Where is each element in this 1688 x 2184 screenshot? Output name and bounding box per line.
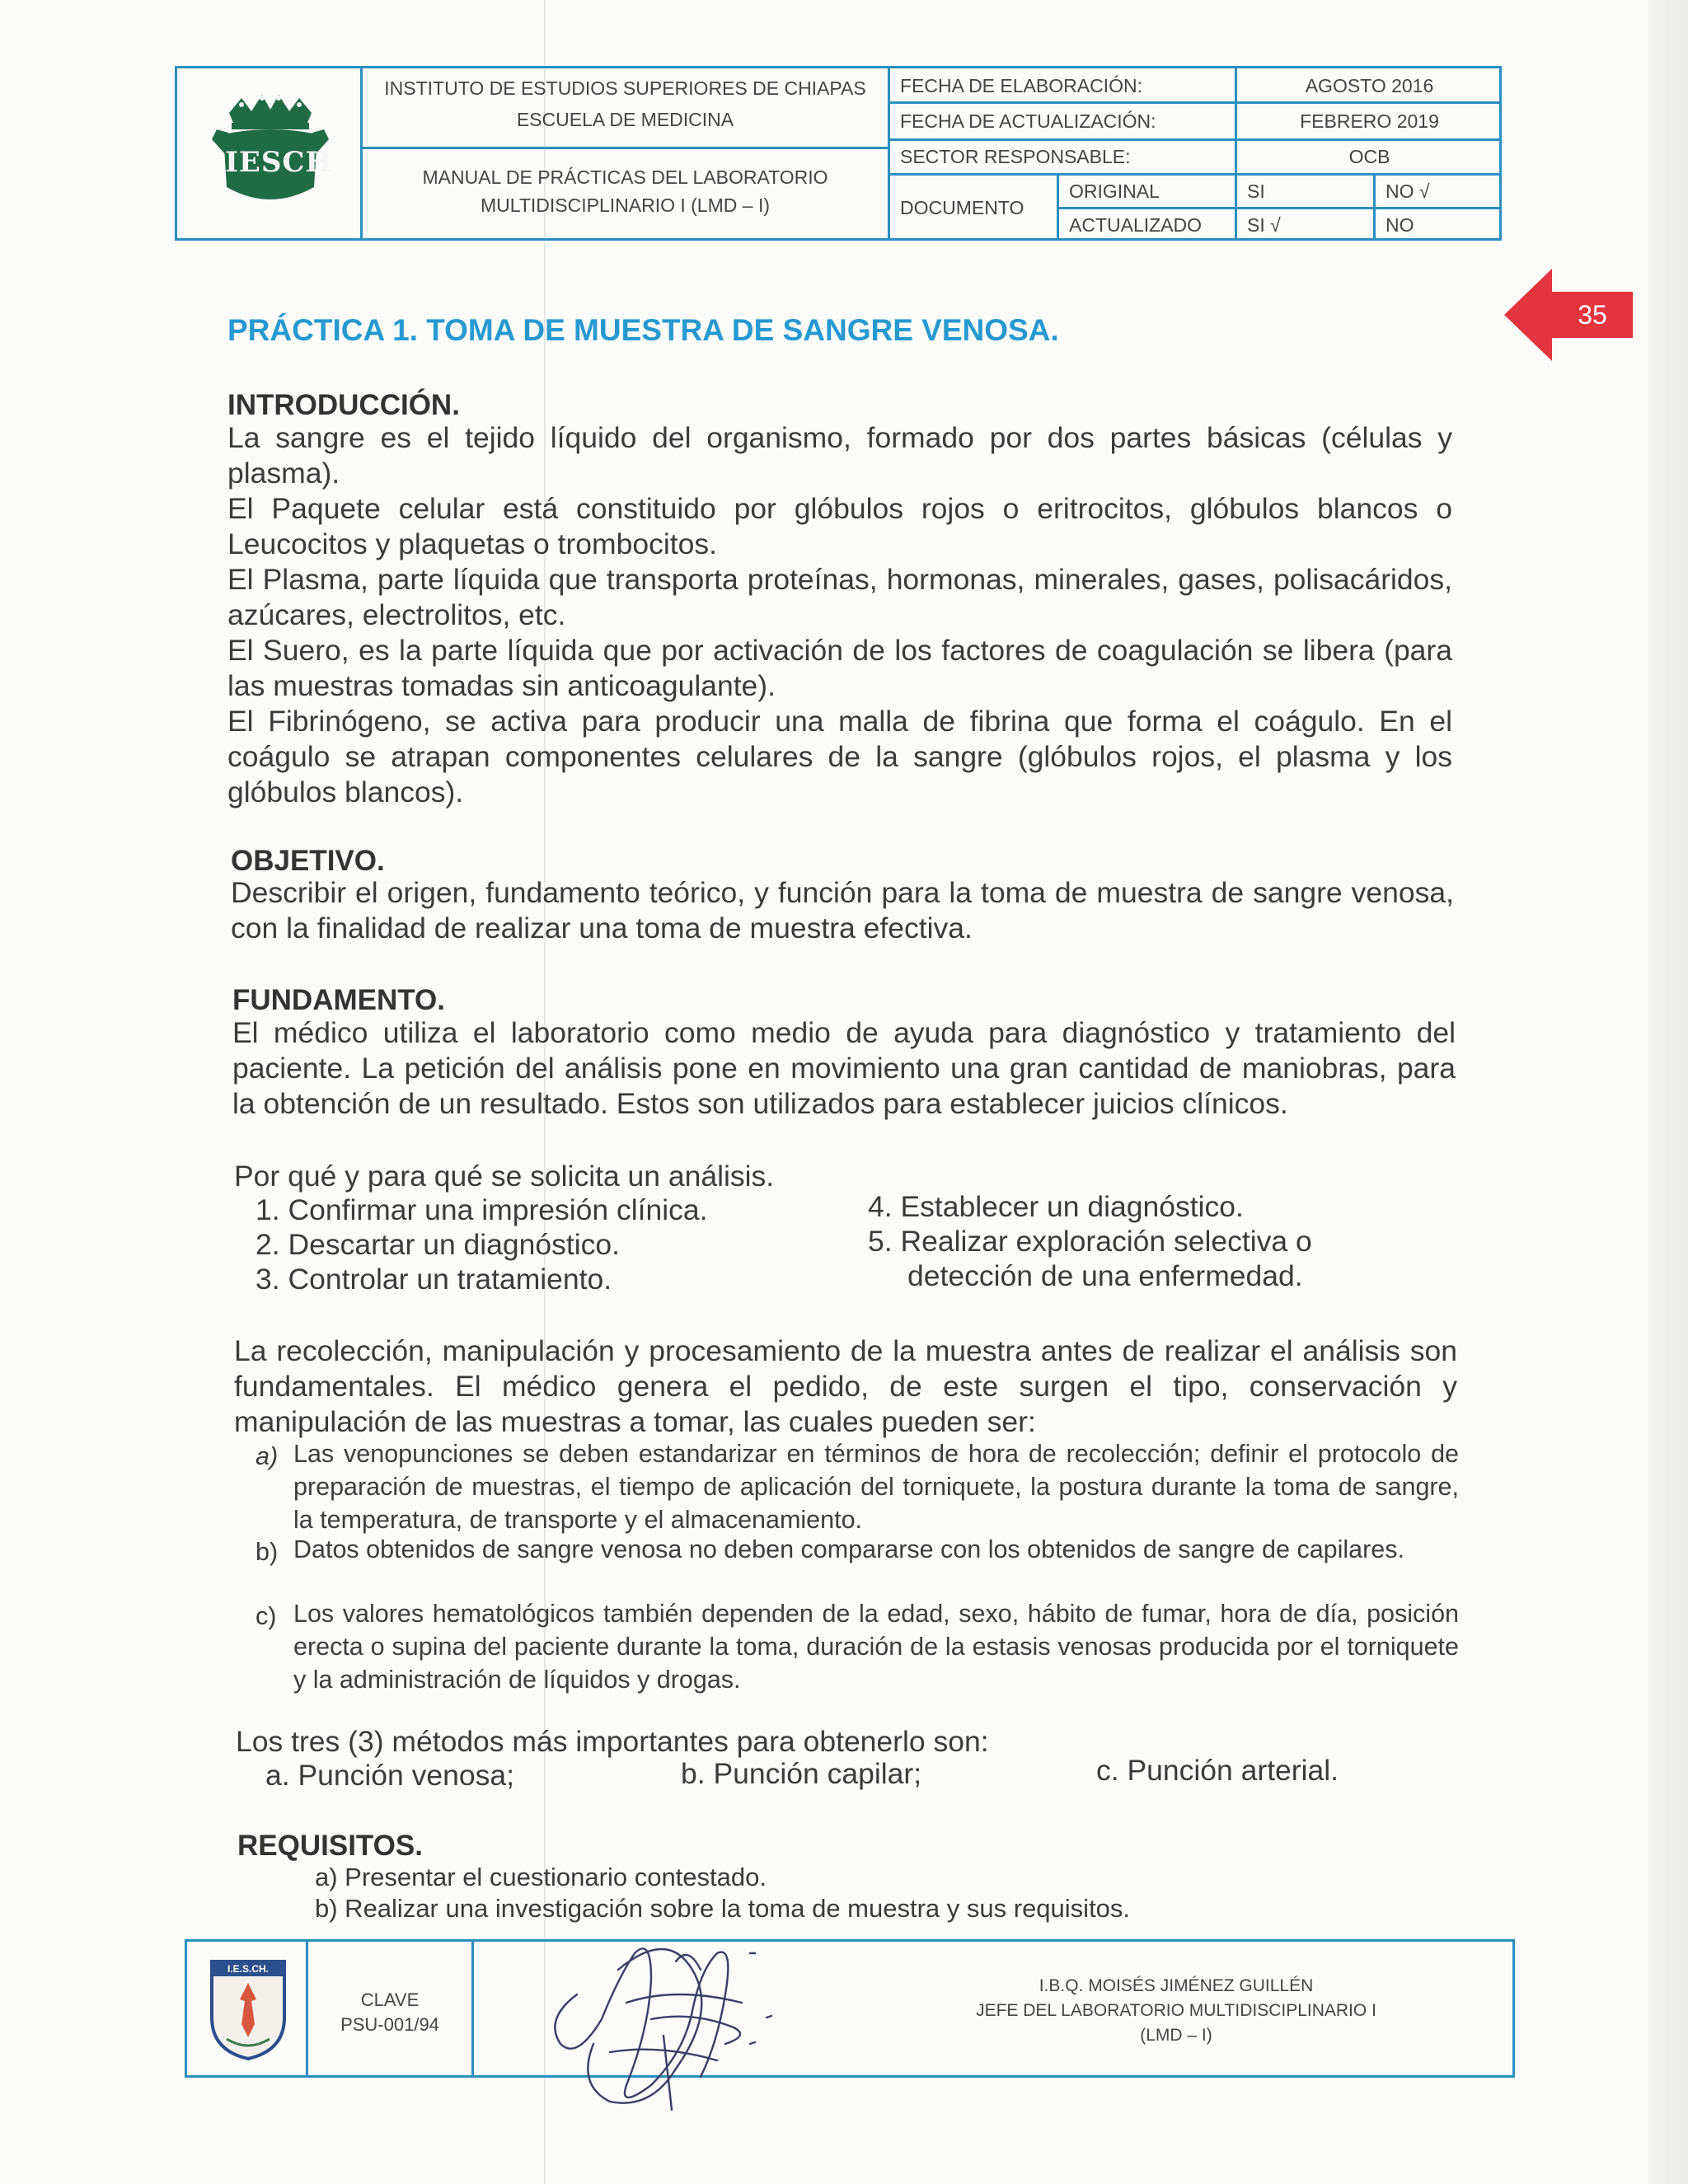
page-number-arrow: [1504, 269, 1633, 361]
fecha-actualizacion-value: FEBRERO 2019: [1300, 110, 1439, 132]
list-item: Datos obtenidos de sangre venosa no deben compararse con los obtenidos de sangre de capilares.: [293, 1535, 1404, 1563]
reason-item: 3. Controlar un tratamiento.: [256, 1263, 612, 1296]
scan-right-edge: [1648, 0, 1688, 2184]
reason-item-continuation: detección de una enfermedad.: [907, 1259, 1303, 1292]
intro-heading: INTRODUCCIÓN.: [227, 389, 460, 421]
method-item: a. Punción venosa;: [265, 1759, 514, 1792]
item-mark: a): [256, 1442, 279, 1470]
handwritten-signature: [528, 1920, 791, 2118]
actualizado-no: NO: [1386, 213, 1414, 236]
document-header-table: [175, 66, 1502, 241]
fecha-actualizacion-label: FECHA DE ACTUALIZACIÓN:: [900, 110, 1156, 132]
school-name: ESCUELA DE MEDICINA: [516, 108, 734, 130]
manual-title-line2: MULTIDISCIPLINARIO I (LMD – I): [480, 194, 770, 216]
signer-name: I.B.Q. MOISÉS JIMÉNEZ GUILLÉN: [1039, 1976, 1314, 1995]
document-footer-table: [185, 1939, 1515, 2078]
reason-item: 5. Realizar exploración selectiva o: [868, 1225, 1312, 1258]
item-mark: c): [256, 1602, 277, 1630]
method-item: c. Punción arterial.: [1096, 1754, 1339, 1787]
original-no: NO √: [1386, 180, 1430, 202]
manual-title-line1: MANUAL DE PRÁCTICAS DEL LABORATORIO: [422, 166, 828, 188]
practice-title: PRÁCTICA 1. TOMA DE MUESTRA DE SANGRE VENOSA.: [227, 313, 1059, 347]
fundamento-heading: FUNDAMENTO.: [232, 984, 445, 1016]
sector-label: SECTOR RESPONSABLE:: [900, 146, 1131, 167]
fundamento-text: El médico utiliza el laboratorio como medio de ayuda para diagnóstico y tratamiento del paciente. La petición del análisis pone en movimiento una gran cantidad de maniobras, para la obtención de un resultado. Estos son utilizados para establecer juicios clínicos.: [232, 1016, 1456, 1120]
page-number: 35: [1578, 299, 1607, 330]
why-analysis: Por qué y para qué se solicita un análisis.: [234, 1160, 775, 1193]
item-mark: b): [256, 1538, 279, 1566]
intro-paragraph: El Paquete celular está constituido por glóbulos rojos o eritrocitos, glóbulos blancos o Leucocitos y plaquetas o trombocitos.: [227, 492, 1452, 560]
intro-paragraph: El Suero, es la parte líquida que por activación de los factores de coagulación se libera (para las muestras tomadas sin anticoagulante).: [227, 634, 1452, 702]
requirement-item: a) Presentar el cuestionario contestado.: [315, 1863, 767, 1891]
requisitos-heading: REQUISITOS.: [237, 1830, 423, 1862]
clave-value: PSU-001/94: [340, 2014, 439, 2035]
list-item: Los valores hematológicos también dependen de la edad, sexo, hábito de fumar, hora de día, posición erecta o supina del paciente durante la toma, duración de la estasis venosas producida por el torniquete y la administración de líquidos y drogas.: [293, 1600, 1459, 1694]
list-item: Las venopunciones se deben estandarizar en términos de hora de recolección; definir el protocolo de preparación de muestras, el tiempo de aplicación del torniquete, la postura durante la toma de sangre, la temperatura, de transporte y el almacenamiento.: [293, 1440, 1459, 1534]
fecha-elaboracion-value: AGOSTO 2016: [1305, 74, 1434, 96]
actualizado-si: SI √: [1247, 213, 1281, 236]
objetivo-heading: OBJETIVO.: [231, 845, 385, 877]
signer-role: JEFE DEL LABORATORIO MULTIDISCIPLINARIO I: [976, 2001, 1376, 2020]
intro-paragraph: El Fibrinógeno, se activa para producir una malla de fibrina que forma el coágulo. En el coágulo se atrapan componentes celulares de la sangre (glóbulos rojos, el plasma y los glóbulos blancos).: [227, 705, 1452, 808]
intro-paragraph: La sangre es el tejido líquido del organismo, formado por dos partes básicas (células y plasma).: [227, 421, 1452, 490]
institution-logo: [200, 88, 340, 220]
institution-seal: [209, 1958, 288, 2060]
original-label: ORIGINAL: [1069, 180, 1160, 202]
intro-paragraph: El Plasma, parte líquida que transporta proteínas, hormonas, minerales, gases, polisacáridos, azúcares, electrolitos, etc.: [227, 563, 1452, 631]
logo-text: IESCH: [225, 146, 333, 179]
institution-name: INSTITUTO DE ESTUDIOS SUPERIORES DE CHIAPAS: [384, 77, 866, 99]
reason-item: 4. Establecer un diagnóstico.: [868, 1190, 1244, 1223]
reason-item: 2. Descartar un diagnóstico.: [256, 1228, 621, 1261]
fecha-elaboracion-label: FECHA DE ELABORACIÓN:: [900, 74, 1142, 96]
documento-label: DOCUMENTO: [900, 197, 1025, 218]
original-si: SI: [1247, 180, 1265, 202]
methods-intro: Los tres (3) métodos más importantes para obtenerlo son:: [236, 1725, 989, 1758]
intro-text: [227, 420, 1452, 810]
seal-text: I.E.S.CH.: [227, 1963, 269, 1975]
signer-lab: (LMD – I): [1140, 2026, 1212, 2045]
method-item: b. Punción capilar;: [681, 1757, 922, 1790]
actualizado-label: ACTUALIZADO: [1069, 213, 1203, 236]
clave-label: CLAVE: [360, 1990, 420, 2010]
objetivo-text: Describir el origen, fundamento teórico, y función para la toma de muestra de sangre venosa, con la finalidad de realizar una toma de muestra efectiva.: [231, 876, 1454, 944]
reason-item: 1. Confirmar una impresión clínica.: [256, 1193, 708, 1226]
sector-value: OCB: [1348, 146, 1390, 167]
collection-text: La recolección, manipulación y procesamiento de la muestra antes de realizar el análisis son fundamentales. El médico genera el pedido, de este surgen el tipo, conservación y manipulación de las muestras a tomar, las cuales pueden ser:: [234, 1334, 1457, 1438]
requirement-item: b) Realizar una investigación sobre la toma de muestra y sus requisitos.: [315, 1894, 1131, 1923]
